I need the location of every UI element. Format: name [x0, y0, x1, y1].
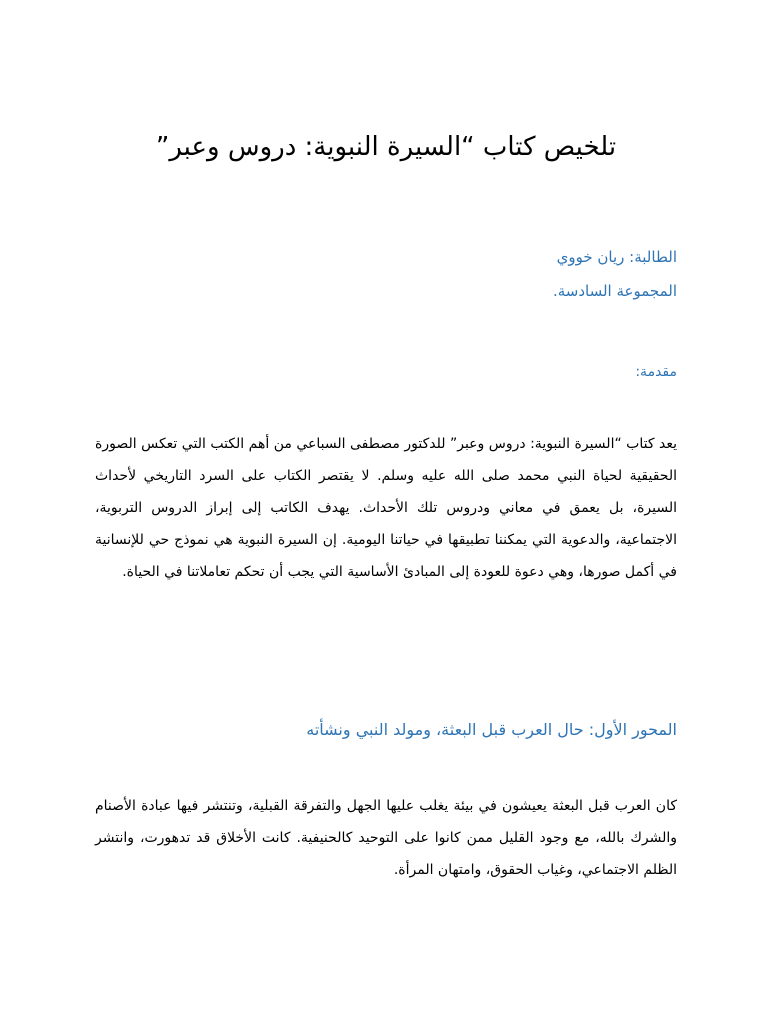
group-name: المجموعة السادسة. [552, 282, 677, 300]
student-name: الطالبة: ريان خووي [556, 248, 677, 266]
intro-heading: مقدمة: [635, 364, 677, 380]
document-title: تلخيص كتاب “السيرة النبوية: دروس وعبر” [155, 132, 617, 162]
section-1-heading: المحور الأول: حال العرب قبل البعثة، ومولد النبي ونشأته [306, 720, 677, 739]
intro-paragraph: يعد كتاب “السيرة النبوية: دروس وعبر” للدكتور مصطفى السباعي من أهم الكتب التي تعكس الصورة الحقيقية لحياة النبي محمد صلى الله عليه وسلم. لا يقتصر الكتاب على السرد التاريخي لأحداث السيرة، بل يعمق في معاني ودروس تلك الأحداث. يهدف الكاتب إلى إبراز الدروس التربوية، الاجتماعية، والدعوية التي يمكننا تطبيقها في حياتنا اليومية. إن السيرة النبوية هي نموذج حي للإنسانية في أكمل صورها، وهي دعوة للعودة إلى المبادئ الأساسية التي يجب أن تحكم تعاملاتنا في الحياة. [95, 436, 677, 580]
section-1-paragraph: كان العرب قبل البعثة يعيشون في بيئة يغلب عليها الجهل والتفرقة القبلية، وتنتشر فيها عبادة الأصنام والشرك بالله، مع وجود القليل ممن كانوا على التوحيد كالحنيفية. كانت الأخلاق قد تدهورت، وانتشر الظلم الاجتماعي، وغياب الحقوق، وامتهان المرأة. [95, 798, 677, 878]
